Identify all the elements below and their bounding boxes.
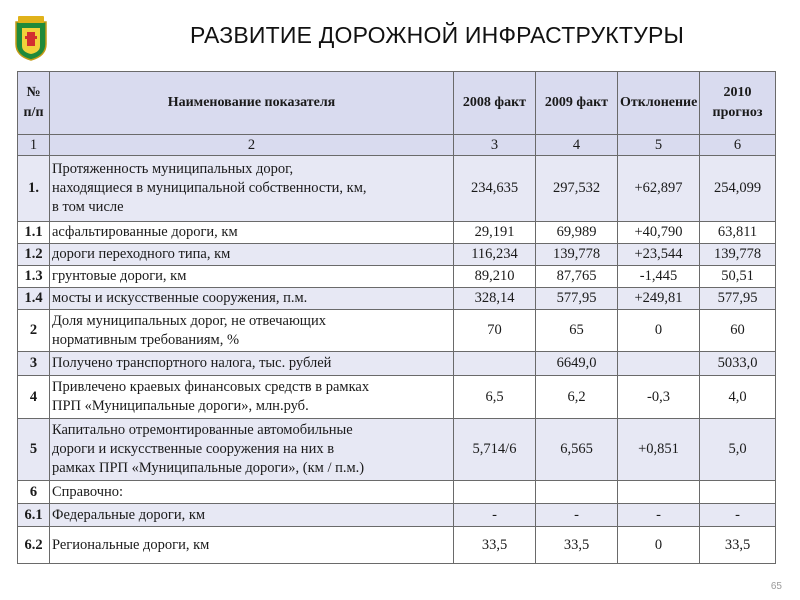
header-2010: 2010 прогноз <box>700 72 776 135</box>
table-row <box>18 527 776 564</box>
row-number: 4 <box>18 376 50 419</box>
table-row <box>18 310 776 352</box>
header-deviation: Отклонение <box>618 72 700 135</box>
row-number: 1.1 <box>18 222 50 244</box>
value-2010: 4,0 <box>700 376 776 419</box>
indicator-name: Региональные дороги, км <box>50 527 454 564</box>
row-number: 1.2 <box>18 244 50 266</box>
table-row <box>18 244 776 266</box>
indicator-name: Федеральные дороги, км <box>50 504 454 527</box>
indicator-name: мосты и искусственные сооружения, п.м. <box>50 288 454 310</box>
column-index: 5 <box>618 135 700 156</box>
value-2010: 60 <box>700 310 776 352</box>
value-2009: 65 <box>536 310 618 352</box>
value-2010: 63,811 <box>700 222 776 244</box>
value-2010: 254,099 <box>700 156 776 222</box>
column-index: 6 <box>700 135 776 156</box>
coat-of-arms-icon <box>12 16 50 62</box>
indicator-name: асфальтированные дороги, км <box>50 222 454 244</box>
value-2008: 5,714/6 <box>454 419 536 481</box>
value-deviation: +249,81 <box>618 288 700 310</box>
value-2009: 577,95 <box>536 288 618 310</box>
slide-title: РАЗВИТИЕ ДОРОЖНОЙ ИНФРАСТРУКТУРЫ <box>190 22 685 48</box>
table-row <box>18 156 776 222</box>
value-2009: 297,532 <box>536 156 618 222</box>
header-row <box>18 72 776 135</box>
row-number: 2 <box>18 310 50 352</box>
table-row <box>18 352 776 376</box>
value-2010: 5,0 <box>700 419 776 481</box>
value-2010: 577,95 <box>700 288 776 310</box>
table-row <box>18 481 776 504</box>
value-deviation: 0 <box>618 310 700 352</box>
value-2010: - <box>700 504 776 527</box>
row-number: 1. <box>18 156 50 222</box>
value-2008 <box>454 352 536 376</box>
value-2009: 87,765 <box>536 266 618 288</box>
value-2009: 33,5 <box>536 527 618 564</box>
column-index: 2 <box>50 135 454 156</box>
row-number: 6 <box>18 481 50 504</box>
header-2009: 2009 факт <box>536 72 618 135</box>
value-deviation: +0,851 <box>618 419 700 481</box>
value-2008: 89,210 <box>454 266 536 288</box>
table-row <box>18 376 776 419</box>
page-number: 65 <box>770 581 782 592</box>
table-row <box>18 419 776 481</box>
value-2008: 328,14 <box>454 288 536 310</box>
indicator-name: дороги переходного типа, км <box>50 244 454 266</box>
column-index: 1 <box>18 135 50 156</box>
value-2009: 69,989 <box>536 222 618 244</box>
value-2009: - <box>536 504 618 527</box>
value-deviation: -1,445 <box>618 266 700 288</box>
value-deviation: - <box>618 504 700 527</box>
value-2010 <box>700 481 776 504</box>
indicator-name: Получено транспортного налога, тыс. рублей <box>50 352 454 376</box>
indicator-name: Капитально отремонтированные автомобильные дороги и искусственные сооружения на них в рамках ПРП «Муниципальные дороги», (км / п.м.) <box>50 419 454 481</box>
column-index-row <box>18 135 776 156</box>
value-2008: 29,191 <box>454 222 536 244</box>
value-2009: 6,565 <box>536 419 618 481</box>
indicator-name: Протяженность муниципальных дорог, находящиеся в муниципальной собственности, км, в том числе <box>50 156 454 222</box>
value-deviation: 0 <box>618 527 700 564</box>
header-2008: 2008 факт <box>454 72 536 135</box>
value-2009: 139,778 <box>536 244 618 266</box>
value-deviation: +62,897 <box>618 156 700 222</box>
column-index: 4 <box>536 135 618 156</box>
value-2009 <box>536 481 618 504</box>
value-2010: 5033,0 <box>700 352 776 376</box>
indicator-name: грунтовые дороги, км <box>50 266 454 288</box>
row-number: 3 <box>18 352 50 376</box>
row-number: 1.4 <box>18 288 50 310</box>
value-deviation: +23,544 <box>618 244 700 266</box>
value-2008 <box>454 481 536 504</box>
indicator-name: Привлечено краевых финансовых средств в рамках ПРП «Муниципальные дороги», млн.руб. <box>50 376 454 419</box>
row-number: 6.1 <box>18 504 50 527</box>
value-deviation: +40,790 <box>618 222 700 244</box>
table-row <box>18 222 776 244</box>
header-name: Наименование показателя <box>50 72 454 135</box>
column-index: 3 <box>454 135 536 156</box>
value-2010: 50,51 <box>700 266 776 288</box>
indicator-name: Справочно: <box>50 481 454 504</box>
indicator-name: Доля муниципальных дорог, не отвечающих нормативным требованиям, % <box>50 310 454 352</box>
value-2009: 6,2 <box>536 376 618 419</box>
row-number: 5 <box>18 419 50 481</box>
value-2008: 6,5 <box>454 376 536 419</box>
value-2010: 33,5 <box>700 527 776 564</box>
value-2009: 6649,0 <box>536 352 618 376</box>
row-number: 6.2 <box>18 527 50 564</box>
table-row <box>18 266 776 288</box>
value-2008: 116,234 <box>454 244 536 266</box>
value-2008: 33,5 <box>454 527 536 564</box>
table-row <box>18 288 776 310</box>
value-2008: 234,635 <box>454 156 536 222</box>
value-deviation <box>618 481 700 504</box>
header-num: № п/п <box>18 72 50 135</box>
table-row <box>18 504 776 527</box>
value-deviation <box>618 352 700 376</box>
value-deviation: -0,3 <box>618 376 700 419</box>
road-infrastructure-table <box>17 71 776 564</box>
row-number: 1.3 <box>18 266 50 288</box>
value-2010: 139,778 <box>700 244 776 266</box>
value-2008: - <box>454 504 536 527</box>
value-2008: 70 <box>454 310 536 352</box>
